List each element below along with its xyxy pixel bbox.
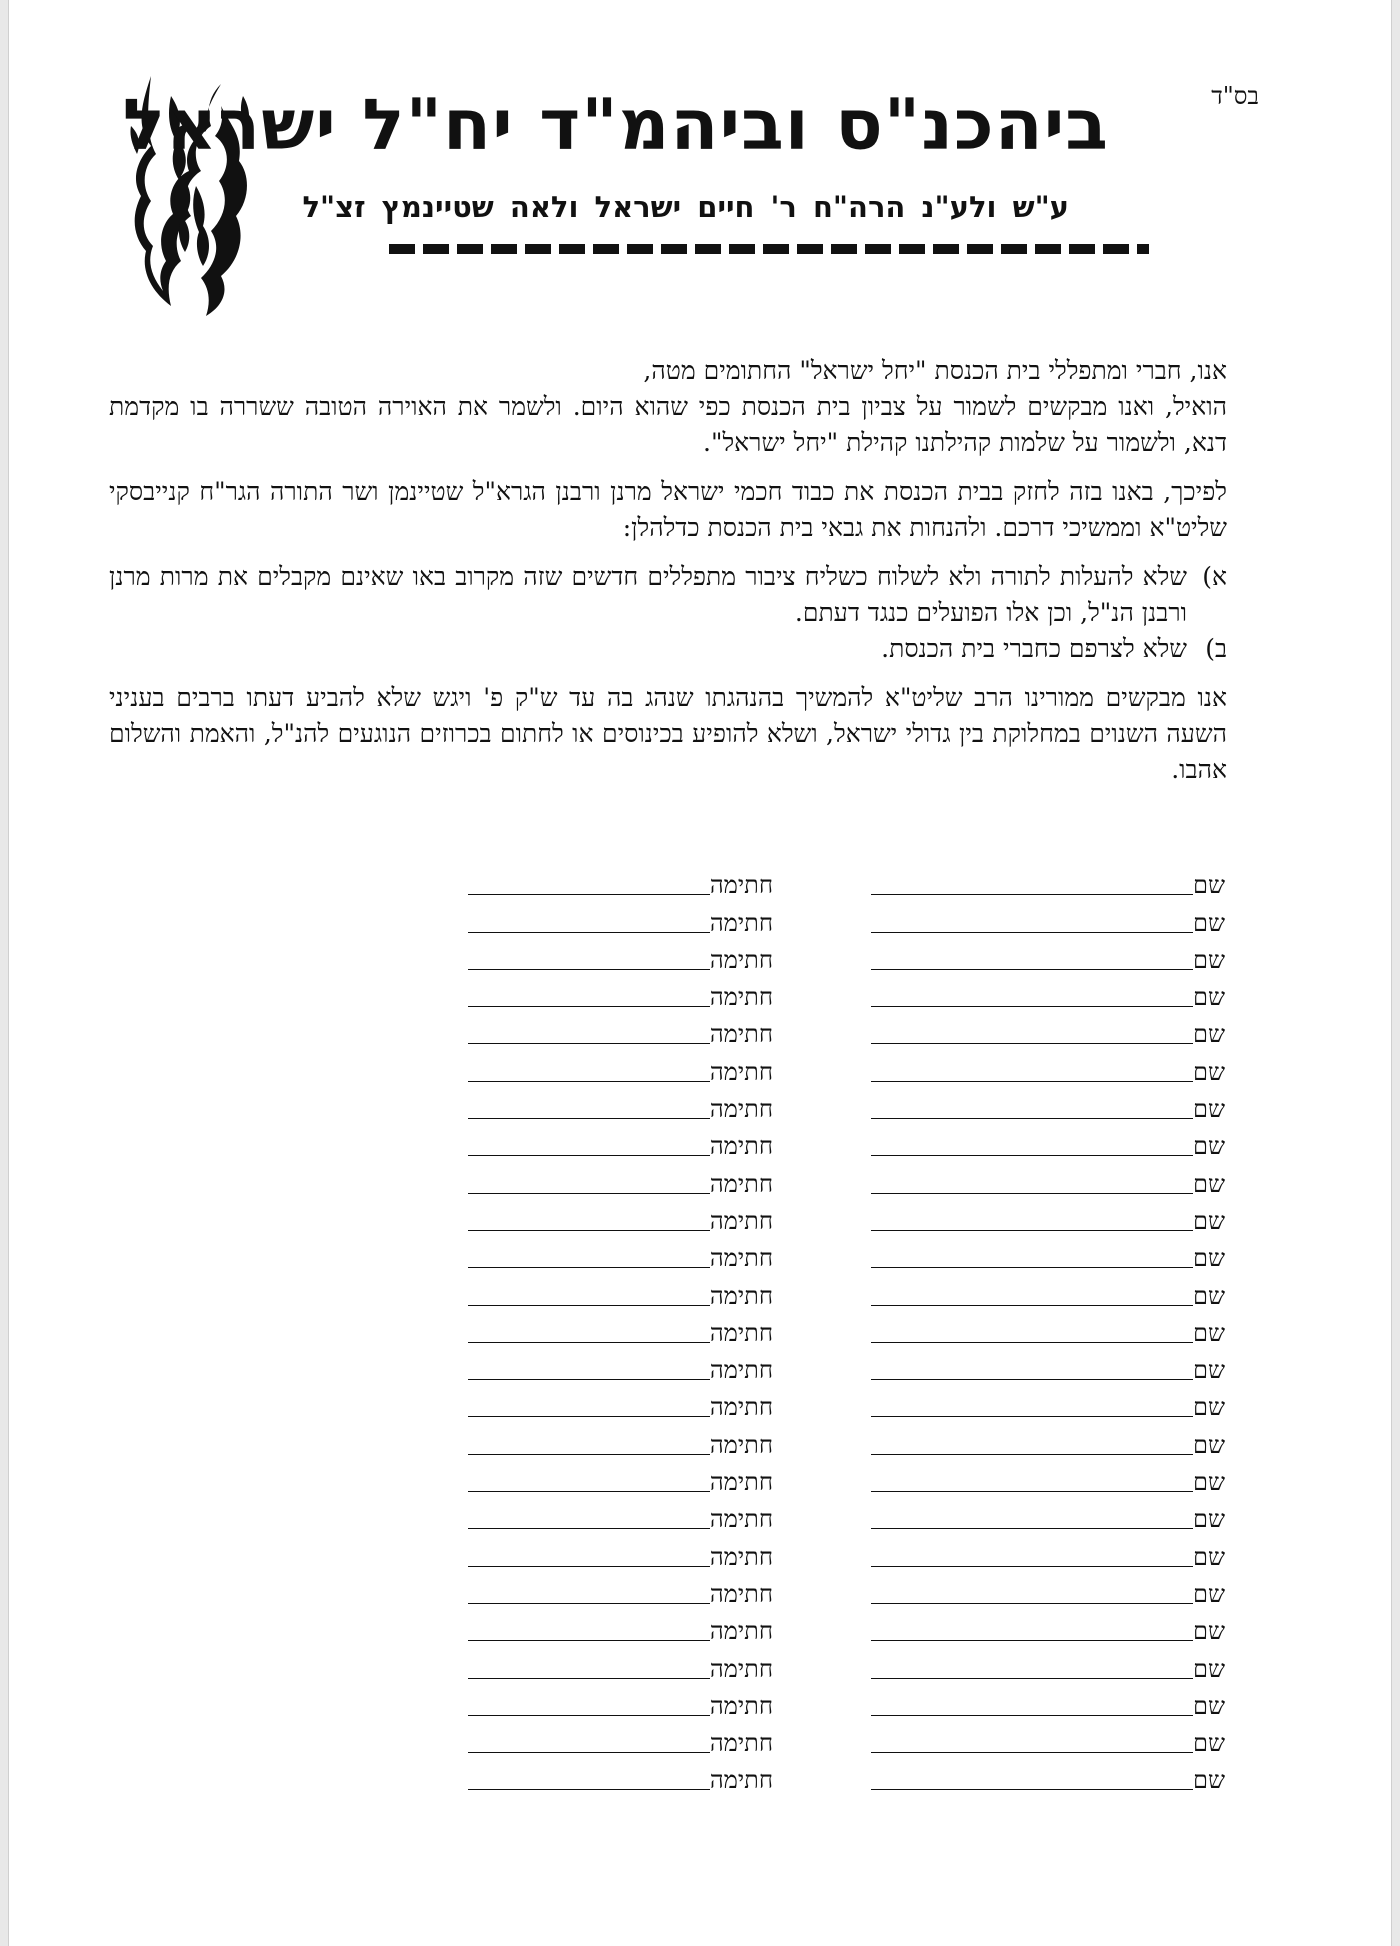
- name-label: שם: [1193, 1206, 1225, 1235]
- signature-row: [425, 1382, 1225, 1422]
- signature-label: חתימה: [709, 1729, 774, 1758]
- signature-label: חתימה: [709, 983, 774, 1012]
- signature-field-line[interactable]: [468, 1287, 710, 1306]
- signature-field-line[interactable]: [468, 914, 710, 933]
- condition-text: שלא להעלות לתורה ולא לשלוח כשליח ציבור מתפללים חדשים שזה מקרוב באו שאינם מקבלים את מרות מרנן ורבנן הנ"ל, וכן אלו הפועלים כנגד דעתם.: [109, 562, 1187, 627]
- signature-label: חתימה: [709, 1617, 774, 1646]
- signature-row: [425, 860, 1225, 900]
- name-label: שם: [1193, 1691, 1225, 1720]
- signature-field-line[interactable]: [468, 1137, 710, 1156]
- name-field-line[interactable]: [871, 1249, 1193, 1268]
- name-field-line[interactable]: [871, 1771, 1193, 1790]
- signature-field-line[interactable]: [468, 1324, 710, 1343]
- signature-label: חתימה: [709, 1057, 774, 1086]
- name-field-line[interactable]: [871, 1100, 1193, 1119]
- signature-field-line[interactable]: [468, 1398, 710, 1417]
- signature-row: [425, 1419, 1225, 1459]
- signature-row: [425, 1084, 1225, 1124]
- name-label: שם: [1193, 1132, 1225, 1161]
- signature-row: [425, 1606, 1225, 1646]
- name-field-line[interactable]: [871, 914, 1193, 933]
- signature-field-line[interactable]: [468, 1585, 710, 1604]
- document-page: [8, 0, 1392, 1946]
- name-field-line[interactable]: [871, 1660, 1193, 1679]
- signature-label: חתימה: [709, 1393, 774, 1422]
- signature-label: חתימה: [709, 908, 774, 937]
- signature-row: [425, 897, 1225, 937]
- header-dashed-divider: [389, 244, 1149, 254]
- signature-field-line[interactable]: [468, 1436, 710, 1455]
- name-label: שם: [1193, 1281, 1225, 1310]
- name-label: שם: [1193, 1468, 1225, 1497]
- name-label: שם: [1193, 1430, 1225, 1459]
- name-field-line[interactable]: [871, 1473, 1193, 1492]
- signature-row: [425, 1270, 1225, 1310]
- name-field-line[interactable]: [871, 988, 1193, 1007]
- signature-field-line[interactable]: [468, 1771, 710, 1790]
- signature-label: חתימה: [709, 1318, 774, 1347]
- name-field-line[interactable]: [871, 1436, 1193, 1455]
- signature-label: חתימה: [709, 1206, 774, 1235]
- signature-field-line[interactable]: [468, 1473, 710, 1492]
- signature-field-line[interactable]: [468, 1697, 710, 1716]
- signature-label: חתימה: [709, 1654, 774, 1683]
- name-label: שם: [1193, 1542, 1225, 1571]
- signature-label: חתימה: [709, 1691, 774, 1720]
- name-label: שם: [1193, 1393, 1225, 1422]
- name-field-line[interactable]: [871, 1510, 1193, 1529]
- signature-row: [425, 1718, 1225, 1758]
- name-field-line[interactable]: [871, 1063, 1193, 1082]
- name-field-line[interactable]: [871, 1398, 1193, 1417]
- name-field-line[interactable]: [871, 951, 1193, 970]
- signature-label: חתימה: [709, 1468, 774, 1497]
- signature-label: חתימה: [709, 1281, 774, 1310]
- signature-label: חתימה: [709, 1766, 774, 1795]
- name-label: שם: [1193, 1729, 1225, 1758]
- signature-row: [425, 1345, 1225, 1385]
- conditions-list: [109, 559, 1227, 667]
- condition-item: [109, 559, 1227, 631]
- name-field-line[interactable]: [871, 876, 1193, 895]
- name-label: שם: [1193, 1356, 1225, 1385]
- name-label: שם: [1193, 1654, 1225, 1683]
- signature-row: [425, 1046, 1225, 1086]
- signature-row: [425, 1121, 1225, 1161]
- signature-label: חתימה: [709, 945, 774, 974]
- signature-row: [425, 1457, 1225, 1497]
- name-label: שם: [1193, 1244, 1225, 1273]
- signature-label: חתימה: [709, 1430, 774, 1459]
- condition-item: [109, 631, 1227, 667]
- bsd-mark: בס"ד: [1211, 82, 1259, 110]
- signature-label: חתימה: [709, 1505, 774, 1534]
- signature-label: חתימה: [709, 1169, 774, 1198]
- signature-row: [425, 1531, 1225, 1571]
- signature-label: חתימה: [709, 871, 774, 900]
- name-label: שם: [1193, 1057, 1225, 1086]
- signature-field-line[interactable]: [468, 1734, 710, 1753]
- signature-row: [425, 1643, 1225, 1683]
- name-label: שם: [1193, 1318, 1225, 1347]
- signature-row: [425, 1308, 1225, 1345]
- signature-label: חתימה: [709, 1244, 774, 1273]
- name-label: שם: [1193, 1617, 1225, 1646]
- name-field-line[interactable]: [871, 1212, 1193, 1231]
- name-field-line[interactable]: [871, 1361, 1193, 1380]
- signature-field-line[interactable]: [468, 876, 710, 895]
- signature-label: חתימה: [709, 1132, 774, 1161]
- signature-row: [425, 1233, 1225, 1273]
- document-body: [109, 353, 1227, 801]
- signature-field-line[interactable]: [468, 951, 710, 970]
- signature-label: חתימה: [709, 1356, 774, 1385]
- signature-field-line[interactable]: [468, 1249, 710, 1268]
- signature-field-line[interactable]: [468, 1622, 710, 1641]
- intro-paragraph: [109, 353, 1227, 461]
- dedication-subtitle: ע"ש ולע"נ הרה"ח ר' חיים ישראל ולאה שטיינמץ זצ"ל: [302, 190, 1069, 224]
- signature-row: [425, 972, 1225, 1012]
- resolution-paragraph: לפיכך, באנו בזה לחזק בבית הכנסת את כבוד חכמי ישראל מרנן ורבנן הגרא"ל שטיינמן ושר התורה הגר"ח קנייבסקי שליט"א וממשיכי דרכם. ולהנחות את גבאי בית הכנסת כדלהלן:: [109, 477, 1227, 542]
- signature-row: [425, 1494, 1225, 1534]
- signature-field-line[interactable]: [468, 1100, 710, 1119]
- name-label: שם: [1193, 983, 1225, 1012]
- signature-row: [425, 1158, 1225, 1198]
- condition-letter: א): [1202, 562, 1227, 591]
- signature-field-line[interactable]: [468, 1660, 710, 1679]
- signature-row: [425, 1569, 1225, 1606]
- signature-label: חתימה: [709, 1542, 774, 1571]
- signature-field-line[interactable]: [468, 1025, 710, 1044]
- signature-row: [425, 1196, 1225, 1233]
- name-field-line[interactable]: [871, 1175, 1193, 1194]
- synagogue-title: ביהכנ"ס וביהמ"ד יח"ל ישראל: [122, 84, 1109, 166]
- signature-label: חתימה: [709, 1095, 774, 1124]
- intro-line: הואיל, ואנו מבקשים לשמור על צביון בית הכנסת כפי שהוא היום. ולשמר את האוירה הטובה ששררה בו מקדמת דנא, ולשמור על שלמות קהילתנו קהילת "יחל ישראל".: [109, 392, 1227, 457]
- signature-row: [425, 1755, 1225, 1795]
- signature-field-line[interactable]: [468, 1510, 710, 1529]
- name-label: שם: [1193, 1095, 1225, 1124]
- name-field-line[interactable]: [871, 1137, 1193, 1156]
- name-field-line[interactable]: [871, 1734, 1193, 1753]
- request-paragraph: אנו מבקשים ממורינו הרב שליט"א להמשיך בהנהגתו שנהג בה עד ש"ק פ' ויגש שלא להביע דעתו ברבים בעניני השעה השנוים במחלוקת בין גדולי ישראל, ושלא להופיע בכינוסים או לחתום בכרוזים הנוגעים להנ"ל, והאמת והשלום אהבו.: [109, 683, 1228, 784]
- condition-text: שלא לצרפם כחברי בית הכנסת.: [881, 634, 1187, 663]
- signature-label: חתימה: [709, 1579, 774, 1608]
- name-field-line[interactable]: [871, 1025, 1193, 1044]
- signature-field-line[interactable]: [468, 1063, 710, 1082]
- signature-field-line[interactable]: [468, 1212, 710, 1231]
- name-label: שם: [1193, 1579, 1225, 1608]
- name-field-line[interactable]: [871, 1548, 1193, 1567]
- name-label: שם: [1193, 1766, 1225, 1795]
- signature-row: [425, 1009, 1225, 1049]
- name-label: שם: [1193, 945, 1225, 974]
- signature-field-line[interactable]: [468, 1548, 710, 1567]
- signature-field-line[interactable]: [468, 1361, 710, 1380]
- name-field-line[interactable]: [871, 1622, 1193, 1641]
- name-field-line[interactable]: [871, 1287, 1193, 1306]
- name-field-line[interactable]: [871, 1324, 1193, 1343]
- name-label: שם: [1193, 871, 1225, 900]
- signature-row: [425, 935, 1225, 972]
- name-field-line[interactable]: [871, 1697, 1193, 1716]
- intro-line: אנו, חברי ומתפללי בית הכנסת "יחל ישראל" החתומים מטה,: [643, 356, 1227, 385]
- name-field-line[interactable]: [871, 1585, 1193, 1604]
- name-label: שם: [1193, 908, 1225, 937]
- signature-table: [425, 860, 1225, 1795]
- signature-field-line[interactable]: [468, 988, 710, 1007]
- name-label: שם: [1193, 1505, 1225, 1534]
- name-label: שם: [1193, 1020, 1225, 1049]
- signature-label: חתימה: [709, 1020, 774, 1049]
- signature-row: [425, 1681, 1225, 1718]
- signature-field-line[interactable]: [468, 1175, 710, 1194]
- condition-letter: ב): [1205, 634, 1227, 663]
- name-label: שם: [1193, 1169, 1225, 1198]
